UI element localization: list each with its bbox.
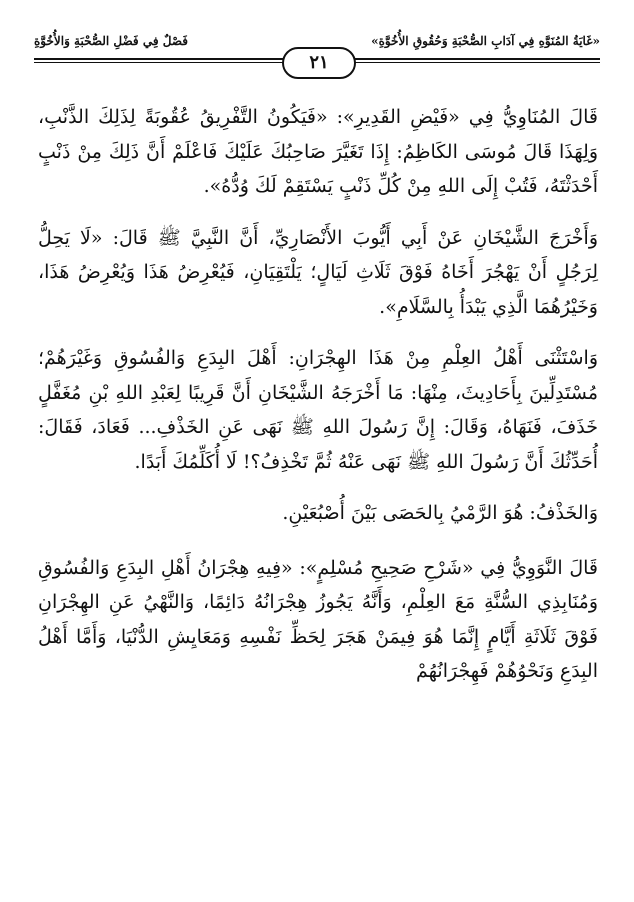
chapter-title: فَصْلٌ فِي فَضْلِ الصُّحْبَةِ وَالأُخُوَّةِ — [34, 34, 188, 48]
page-number: ٢١ — [282, 47, 356, 79]
book-title: «غَايَةُ المُنَوَّهِ فِي آدَابِ الصُّحْبَةِ وَحُقُوقِ الأُخُوَّةِ» — [371, 34, 600, 48]
page-body — [38, 100, 598, 706]
paragraph-khadhf-definition: وَالخَذْفُ: هُوَ الرَّمْيُ بِالحَصَى بَيْنَ أُصْبُعَيْنِ. — [282, 502, 598, 524]
paragraph-munawi-quote: قَالَ المُنَاوِيُّ فِي «فَيْضِ القَدِيرِ»: «فَيَكُونُ التَّفْرِيقُ عُقُوبَةً لِذَلِكَ الذَّنْبِ، وَلِهَذَا قَالَ مُوسَى الكَاظِمُ: إِذَا تَغَيَّرَ صَاحِبُكَ عَلَيْكَ فَاعْلَمْ أَنَّ ذَلِكَ مِنْ ذَنْبٍ أَحْدَثْتَهُ، فَتُبْ إِلَى اللهِ مِنْ كُلِّ ذَنْبٍ يَسْتَقِمْ لَكَ وُدُّهُ». — [38, 106, 598, 197]
paragraph-hadith-abu-ayyub: وَأَخْرَجَ الشَّيْخَانِ عَنْ أَبِي أَيُّوبَ الأَنْصَارِيِّ، أَنَّ النَّبِيَّ ﷺ قَالَ: «لَا يَحِلُّ لِرَجُلٍ أَنْ يَهْجُرَ أَخَاهُ فَوْقَ ثَلَاثِ لَيَالٍ؛ يَلْتَقِيَانِ، فَيُعْرِضُ هَذَا وَيُعْرِضُ هَذَا، وَخَيْرُهُمَا الَّذِي يَبْدَأُ بِالسَّلَامِ». — [38, 226, 598, 318]
paragraph-exception-ahl-bida: وَاسْتَثْنَى أَهْلُ العِلْمِ مِنْ هَذَا الهِجْرَانِ: أَهْلَ البِدَعِ وَالفُسُوقِ وَغَيْرَهُمْ؛ مُسْتَدِلِّينَ بِأَحَادِيثَ، مِنْهَا: مَا أَخْرَجَهُ الشَّيْخَانِ أَنَّ قَرِيبًا لِعَبْدِ اللهِ بْنِ مُغَفَّلٍ خَذَفَ، فَنَهَاهُ، وَقَالَ: إِنَّ رَسُولَ اللهِ ﷺ نَهَى عَنِ الخَذْفِ... فَعَادَ، فَقَالَ: أُحَدِّثُكَ أَنَّ رَسُولَ اللهِ ﷺ نَهَى عَنْهُ ثُمَّ تَخْذِفُ؟! لَا أُكَلِّمُكَ أَبَدًا. — [38, 347, 598, 473]
paragraph-nawawi-quote: قَالَ النَّوَوِيُّ فِي «شَرْحِ صَحِيحِ مُسْلِمٍ»: «فِيهِ هِجْرَانُ أَهْلِ البِدَعِ وَالفُسُوقِ وَمُنَابِذِي السُّنَّةِ مَعَ العِلْمِ، وَأَنَّهُ يَجُوزُ هِجْرَانُهُ دَائِمًا، وَالنَّهْيُ عَنِ الهِجْرَانِ فَوْقَ ثَلَاثَةِ أَيَّامٍ إِنَّمَا هُوَ فِيمَنْ هَجَرَ لِحَظِّ نَفْسِهِ وَمَعَايِشِ الدُّنْيَا، وَأَمَّا أَهْلُ البِدَعِ وَنَحْوُهُمْ فَهِجْرَانُهُمْ — [38, 556, 598, 682]
